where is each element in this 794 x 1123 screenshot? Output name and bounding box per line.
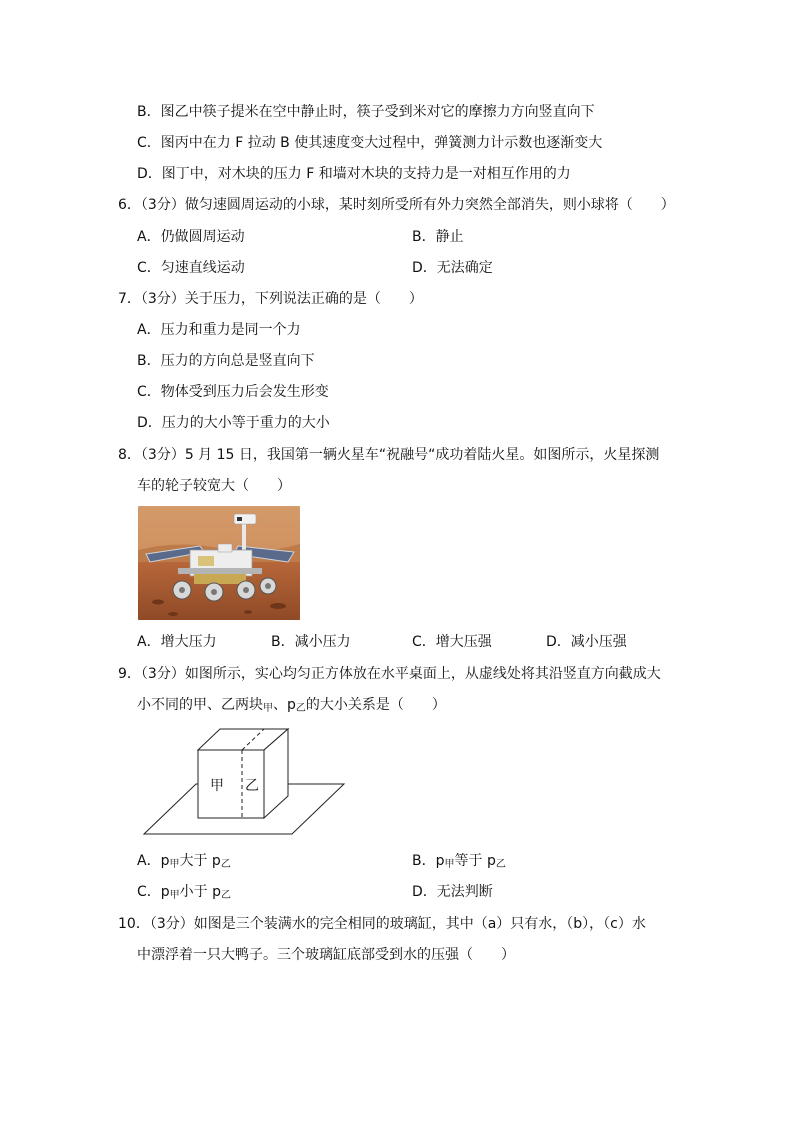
q8-stem-line2: 车的轮子较宽大（ ）	[137, 478, 291, 494]
q7-option-b: B．压力的方向总是竖直向下	[137, 353, 315, 369]
q7-option-a: A．压力和重力是同一个力	[137, 322, 301, 338]
figure-label-yi: 乙	[245, 778, 259, 794]
q6-option-c: C．匀速直线运动	[137, 260, 245, 276]
q9-option-a: A．$p_甲$大于 $p_乙$	[137, 853, 231, 870]
q8-option-d: D．减小压强	[546, 634, 627, 650]
q10-stem-line2: 中漂浮着一只大鸭子。三个玻璃缸底部受到水的压强（ ）	[137, 947, 515, 963]
q6-option-b: B．静止	[412, 229, 464, 245]
q9-stem-line1: 9．（3分）如图所示，实心均匀正方体放在水平桌面上，从虚线处将其沿竖直方向截成大	[118, 666, 661, 682]
q9-stem-line2: 小不同的甲、乙两块$_甲$、$p_乙$的大小关系是（ ）	[137, 697, 446, 714]
q6-stem: 6．（3分）做匀速圆周运动的小球，某时刻所受所有外力突然全部消失，则小球将（ ）	[118, 197, 675, 213]
q9-option-d: D．无法判断	[412, 884, 493, 900]
q9-option-c: C．$p_甲$小于 $p_乙$	[137, 884, 232, 901]
q7-option-c: C．物体受到压力后会发生形变	[137, 384, 329, 400]
q10-stem-line1: 10．（3分）如图是三个装满水的完全相同的玻璃缸，其中（a）只有水，（b），（c）水	[118, 916, 646, 932]
q8-option-a: A．增大压力	[137, 634, 217, 650]
mars-rover-photo	[138, 506, 300, 620]
q8-option-b: B．减小压力	[271, 634, 351, 650]
cube-on-table-diagram	[140, 724, 350, 840]
q6-option-d: D．无法确定	[412, 260, 493, 276]
q7-option-d: D．压力的大小等于重力的大小	[137, 415, 330, 431]
q5-option-c: C．图丙中在力 F 拉动 B 使其速度变大过程中，弹簧测力计示数也逐渐变大	[137, 135, 603, 151]
q7-stem: 7．（3分）关于压力，下列说法正确的是（ ）	[118, 291, 423, 307]
q9-option-b: B．$p_甲$等于 $p_乙$	[412, 853, 506, 870]
figure-label-jia: 甲	[210, 778, 224, 794]
q8-stem-line1: 8．（3分）5 月 15 日，我国第一辆火星车“祝融号“成功着陆火星。如图所示，火星探测	[118, 447, 660, 463]
q5-option-d: D．图丁中，对木块的压力 F 和墙对木块的支持力是一对相互作用的力	[137, 166, 571, 182]
q8-option-c: C．增大压强	[412, 634, 492, 650]
q5-option-b: B．图乙中筷子提米在空中静止时，筷子受到米对它的摩擦力方向竖直向下	[137, 104, 595, 120]
q6-option-a: A．仍做圆周运动	[137, 229, 245, 245]
